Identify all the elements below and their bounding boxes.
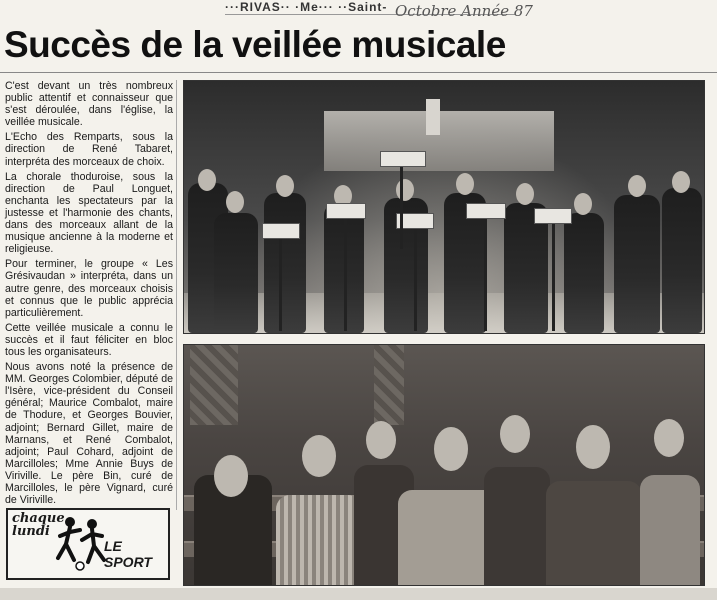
audience-head	[214, 455, 248, 497]
article-body	[5, 80, 173, 509]
musician-head	[672, 171, 690, 193]
musician-head	[628, 175, 646, 197]
audience-person	[546, 481, 642, 585]
music-stand	[484, 211, 487, 331]
sport-promo-box	[6, 508, 170, 580]
article-paragraph: La chorale thoduroise, sous la direction de Paul Longuet, enchanta les spectateurs par la justesse et l'harmonie des chants, dans des morceaux allant de la musique ancienne à la moderne et religieuse.	[5, 170, 173, 256]
audience-person	[640, 475, 700, 585]
musician-head	[226, 191, 244, 213]
article-paragraph: C'est devant un très nombreux public attentif et connaisseur que s'est déroulée, dans l'église, la veillée musicale.	[5, 80, 173, 129]
article-paragraph: Cette veillée musicale a connu le succès et il faut féliciter en bloc tous les organisateurs.	[5, 321, 173, 358]
article-paragraph: Pour terminer, le groupe « Les Grésivaudan » interpréta, dans un autre genre, des morceaux choisis et connus que le public apprécia particulièrement.	[5, 258, 173, 319]
musician-figure	[264, 193, 306, 333]
musician-figure	[564, 213, 604, 333]
musician-head	[456, 173, 474, 195]
audience-head	[434, 427, 468, 471]
masthead-strip: ···RIVAS·· ·Me··· ··Saint-	[225, 0, 515, 15]
music-stand-sheet	[262, 223, 300, 239]
photo-orchestra	[183, 80, 705, 334]
article-paragraph: L'Echo des Remparts, sous la direction de René Tabaret, interpréta des morceaux de choix.	[5, 131, 173, 168]
article-headline: Succès de la veillée musicale	[4, 24, 506, 65]
music-stand	[344, 211, 347, 331]
musician-head	[574, 193, 592, 215]
football-players-icon	[54, 514, 110, 574]
altar-cross-shape	[426, 99, 440, 135]
musician-head	[516, 183, 534, 205]
article-paragraph: Nous avons noté la présence de MM. Georges Colombier, député de l'Isère, vice-président du Conseil général; Maurice Combalot, maire de Thodure, et Georges Bouvier, adjoint; Bernard Gillet, maire de Marnans, et René Combalot, adjoint; Paul Cohard, adjoint de Marcilloles; Mme Annie Buys de Viriville. Le père Bin, curé de Marcilloles, le père Vignard, curé de Viriville.	[5, 361, 173, 507]
musician-head	[276, 175, 294, 197]
music-stand	[279, 231, 282, 331]
sport-promo-lundi: lundi	[12, 524, 50, 539]
music-stand-sheet	[534, 208, 572, 224]
musician-figure	[614, 195, 660, 333]
conductor-stand-sheet	[380, 151, 426, 167]
church-wall-decor	[190, 345, 238, 425]
photo-audience	[183, 344, 705, 586]
conductor-stand	[400, 159, 403, 249]
page-bottom-edge	[0, 588, 717, 600]
musician-figure	[214, 213, 258, 333]
musician-head	[198, 169, 216, 191]
sport-promo-logo: LE SPORT	[104, 538, 152, 570]
musician-head	[396, 179, 414, 201]
musician-figure	[662, 188, 702, 333]
sport-promo-chaque: chaque	[12, 511, 65, 526]
audience-person	[484, 467, 550, 585]
headline-divider	[0, 72, 717, 73]
music-stand-sheet	[466, 203, 506, 219]
music-stand	[414, 221, 417, 331]
column-divider	[176, 80, 177, 510]
audience-person	[398, 490, 498, 585]
audience-head	[366, 421, 396, 459]
audience-head	[500, 415, 530, 453]
audience-person	[276, 495, 362, 585]
music-stand-sheet	[326, 203, 366, 219]
church-wall-decor	[374, 345, 404, 425]
handwritten-date-note: Octobre Année 87	[395, 2, 533, 20]
audience-head	[654, 419, 684, 457]
audience-head	[576, 425, 610, 469]
music-stand	[552, 216, 555, 331]
audience-head	[302, 435, 336, 477]
